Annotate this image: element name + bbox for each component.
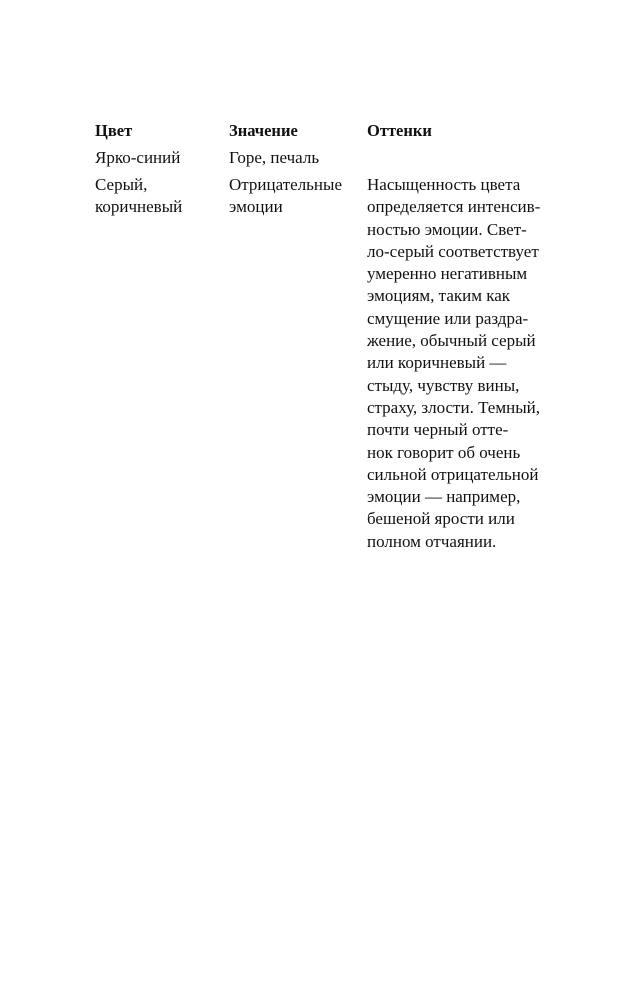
row-1-color: Ярко-синий <box>95 148 181 167</box>
row-2-meaning: Отрицательные эмоции <box>229 175 342 217</box>
header-meaning: Значение <box>229 121 298 140</box>
row-2-shades: Насыщенность цвета определяется интенсив- ностью эмоции. Свет- ло-серый соответствует умеренно негативным эмоциям, таким как смущение или раздра- жение, обычный серый или коричневый — стыду, чувству вины, страху, злости. Темный, почти черный отте- нок говорит об очень сильной отрицательной эмоции — например, бешеной ярости или полном отчаянии. <box>367 175 541 551</box>
header-shades: Оттенки <box>367 121 432 140</box>
row-1-meaning: Горе, печаль <box>229 148 320 167</box>
header-color: Цвет <box>95 121 133 140</box>
row-2-color: Серый, коричневый <box>95 175 183 217</box>
